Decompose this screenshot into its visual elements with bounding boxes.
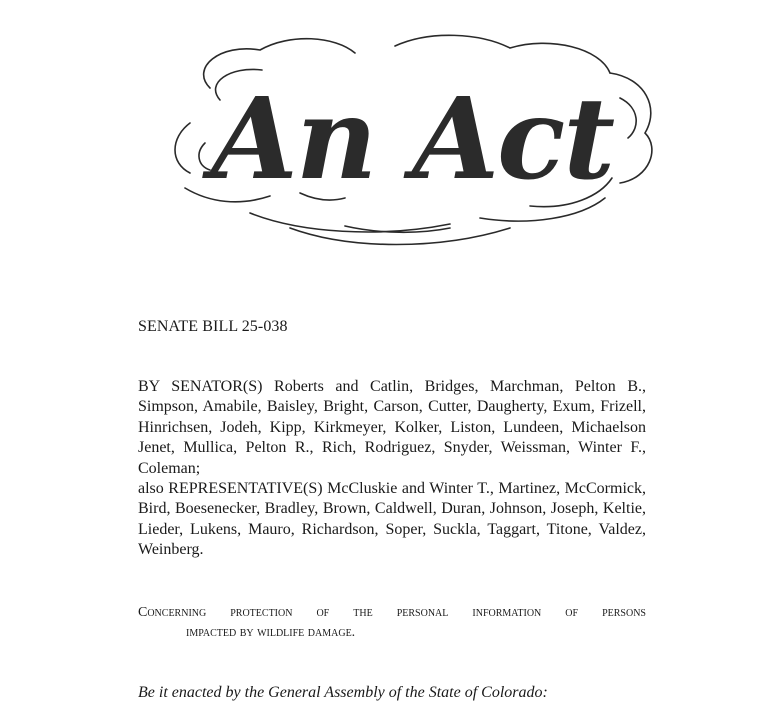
an-act-header-text: An Act [210, 74, 614, 205]
concerning-line-2: impacted by wildlife damage. [186, 625, 356, 640]
enacting-clause: Be it enacted by the General Assembly of the State of Colorado: [138, 684, 548, 701]
house-sponsors: also REPRESENTATIVE(S) McCluskie and Winter T., Martinez, McCormick, Bird, Boesenecker, Bradley, Brown, Caldwell, Duran, Johnson, Joseph, Keltie, Lieder, Lukens, Mauro, Richardson, Soper, Suckla, Taggart, Titone, Valdez, Weinberg. [138, 480, 646, 559]
bill-number: SENATE BILL 25-038 [138, 318, 288, 335]
sponsors-block [138, 377, 646, 561]
an-act-header-logo [150, 28, 670, 253]
senate-sponsors: BY SENATOR(S) Roberts and Catlin, Bridges, Marchman, Pelton B., Simpson, Amabile, Baisley, Bright, Carson, Cutter, Daugherty, Exum, Frizell, Hinrichsen, Jodeh, Kipp, Kirkmeyer, Kolker, Liston, Lundeen, Michaelson Jenet, Mullica, Pelton R., Rich, Rodriguez, Snyder, Weissman, Winter F., Coleman; [138, 378, 646, 477]
concerning-clause [138, 603, 646, 643]
concerning-line-1: Concerning protection of the personal information of persons [138, 605, 646, 620]
